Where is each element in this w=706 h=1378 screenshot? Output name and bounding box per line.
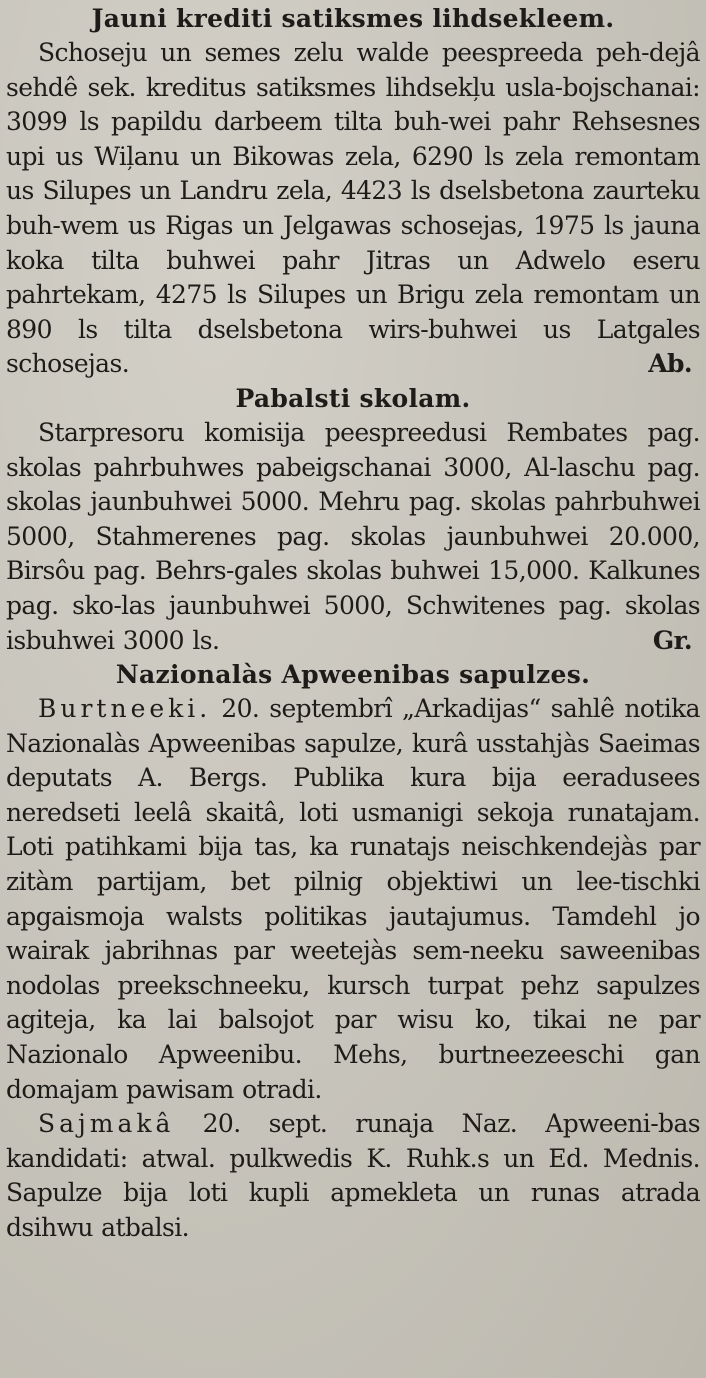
article-paragraph bbox=[6, 1107, 700, 1245]
article-text: Schoseju un semes zelu walde peespreeda peh-dejâ sehdê sek. kreditus satiksmes lihdsekļu usla-bojschanai: 3099 ls papildu darbeem tilta buh-wei pahr Rehsesnes upi us Wiļanu un Bikowas zela, 6290 ls zela remontam us Silupes un Landru zela, 4423 ls dselsbetona zaurteku buh-wem us Rigas un Jelgawas schosejas, 1975 ls jauna koka tilta buhwei pahr Jitras un Adwelo eseru pahrtekam, 4275 ls Silupes un Brigu zela remontam un 890 ls tilta dselsbetona wirs-buhwei us Latgales schosejas. bbox=[6, 38, 700, 379]
article-text: 20. septembrî „Arkadijas“ sahlê notika Nazionalàs Apweenibas sapulze, kurâ usstahjàs Saeimas deputats A. Bergs. Publika kura bija eeradusees neredseti leelâ skaitâ, loti usmanigi sekoja runatajam. Loti patihkami bija tas, ka runatajs neischkendejàs par zitàm partijam, bet pilnig objektiwi un lee-tischki apgaismoja walsts politikas jautajumus. Tamdehl jo wairak jabrihnas par weetejàs sem-neeku saweenibas nodolas preekschneeku, kursch turpat pehz sapulzes agiteja, ka lai balsojot par wisu ko, tikai ne par Nazionalo Apweenibu. Mehs, burtneezeeschi gan domajam pawisam otradi. bbox=[6, 694, 700, 1104]
article-paragraph bbox=[6, 36, 700, 382]
article-heading: Jauni krediti satiksmes lihdsekleem. bbox=[91, 4, 615, 33]
article-heading: Pabalsti skolam. bbox=[235, 383, 471, 413]
article-road-credits bbox=[6, 2, 700, 382]
article-text: Starpresoru komisija peespreedusi Rembates pag. skolas pahrbuhwes pabeigschanai 3000, Al-laschu pag. skolas jaunbuhwei 5000. Mehru pag. skolas pahrbuhwei 5000, Stahmerenes pag. skolas jaunbuhwei 20.000, Birsôu pag. Behrs-gales skolas buhwei 15,000. Kalkunes pag. sko-las jaunbuhwei 5000, Schwitenes pag. skolas isbuhwei 3000 ls. bbox=[6, 417, 700, 655]
place-name: Sajmakâ bbox=[38, 1109, 175, 1139]
article-text: 20. sept. runaja Naz. Apweeni-bas kandidati: atwal. pulkwedis K. Ruhk.s un Ed. Mednis. Sapulze bija loti kupli apmekleta un runas atrada dsihwu atbalsi. bbox=[6, 1109, 700, 1242]
article-paragraph bbox=[6, 692, 700, 1107]
place-name: Burtneeki. bbox=[38, 694, 212, 724]
article-paragraph bbox=[6, 416, 700, 658]
article-school-subsidies bbox=[6, 382, 700, 658]
author-signature: Ab. bbox=[648, 349, 692, 379]
author-signature: Gr. bbox=[652, 625, 692, 655]
article-heading: Nazionalàs Apweenibas sapulzes. bbox=[115, 660, 591, 690]
article-national-union-meetings bbox=[6, 658, 700, 1246]
